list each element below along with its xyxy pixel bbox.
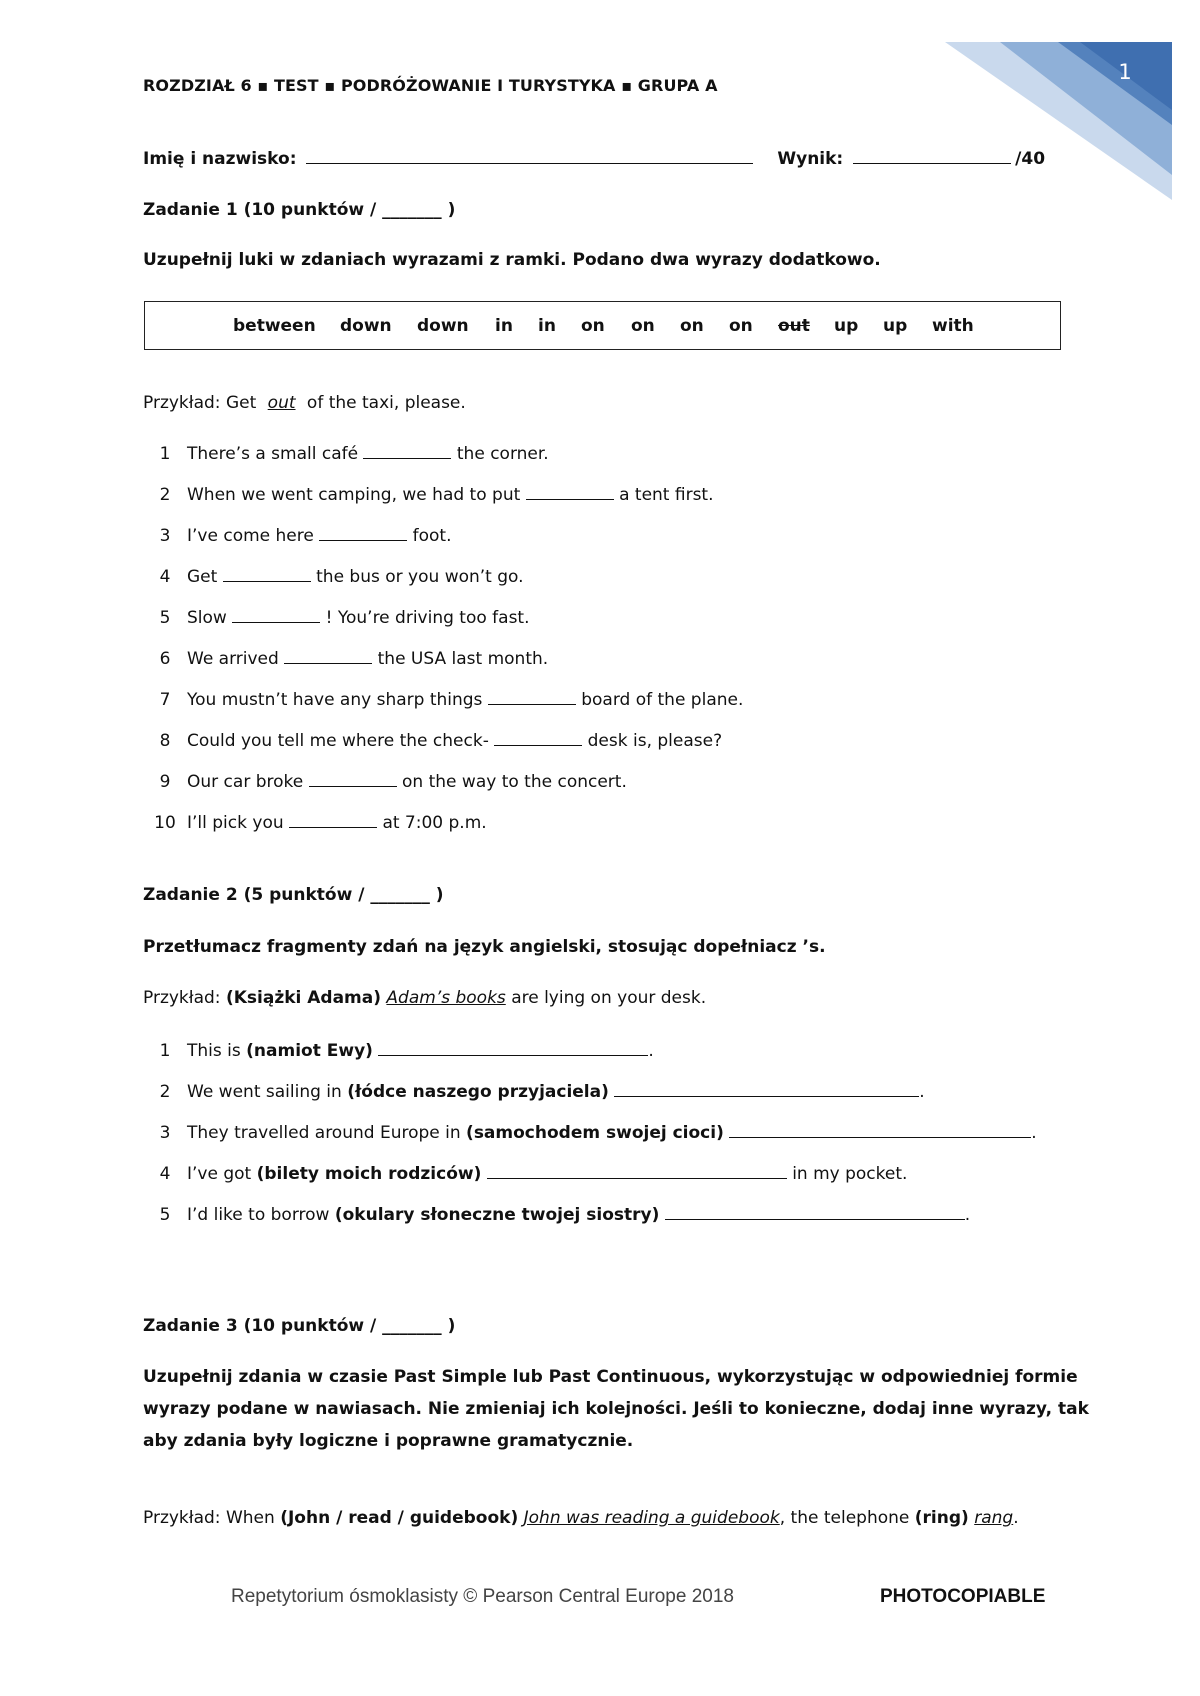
example-label: Przykład: xyxy=(143,1508,221,1528)
score-max: /40 xyxy=(1015,149,1046,169)
item-text: Our car broke xyxy=(187,772,304,792)
example-answer: out xyxy=(267,393,296,413)
page-number: 1 xyxy=(1118,60,1132,84)
task2-item xyxy=(143,1122,1037,1143)
example-text: . xyxy=(1013,1508,1019,1528)
word-box-item: on xyxy=(680,316,704,336)
item-prompt: (okulary słoneczne twojej siostry) xyxy=(334,1205,660,1225)
item-text: There’s a small café xyxy=(187,444,359,464)
answer-blank[interactable] xyxy=(232,607,320,623)
item-text: We went sailing in xyxy=(187,1082,342,1102)
task1-item xyxy=(143,525,452,546)
score-blank[interactable] xyxy=(853,148,1011,164)
footer-copyright: Repetytorium ósmoklasisty © Pearson Central Europe 2018 xyxy=(231,1586,734,1607)
answer-blank[interactable] xyxy=(319,525,407,541)
answer-blank[interactable] xyxy=(223,566,311,582)
footer-photocopiable: PHOTOCOPIABLE xyxy=(880,1586,1046,1607)
item-text: the USA last month. xyxy=(377,649,549,669)
task1-example xyxy=(143,393,466,413)
task2-instruction: Przetłumacz fragmenty zdań na język angielski, stosując dopełniacz ’s. xyxy=(143,937,826,957)
word-box-item: down xyxy=(417,316,469,336)
item-text: I’d like to borrow xyxy=(187,1205,330,1225)
word-box-item: in xyxy=(538,316,556,336)
answer-blank[interactable] xyxy=(526,484,614,500)
item-prompt: (bilety moich rodziców) xyxy=(256,1164,482,1184)
task3-example xyxy=(143,1508,1019,1528)
item-text: They travelled around Europe in xyxy=(187,1123,461,1143)
item-text: Slow xyxy=(187,608,227,628)
example-prompt: (ring) xyxy=(914,1508,969,1528)
task3-instruction-line: aby zdania były logiczne i poprawne gramatycznie. xyxy=(143,1431,634,1451)
task1-item xyxy=(143,730,722,751)
score-label: Wynik: xyxy=(777,149,844,169)
task1-item xyxy=(143,648,548,669)
item-text: board of the plane. xyxy=(581,690,744,710)
item-number: 8 xyxy=(159,731,171,751)
item-text: . xyxy=(1031,1123,1037,1143)
answer-blank[interactable] xyxy=(378,1040,648,1056)
item-number: 4 xyxy=(159,567,171,587)
example-text: of the taxi, please. xyxy=(306,393,466,413)
task2-item xyxy=(143,1204,970,1225)
item-prompt: (łódce naszego przyjaciela) xyxy=(347,1082,609,1102)
item-number: 2 xyxy=(159,1082,171,1102)
task2-item xyxy=(143,1081,925,1102)
item-number: 1 xyxy=(159,444,171,464)
item-text: When we went camping, we had to put xyxy=(187,485,521,505)
answer-blank[interactable] xyxy=(289,812,377,828)
item-text: Could you tell me where the check- xyxy=(187,731,489,751)
word-box-item: on xyxy=(631,316,655,336)
item-prompt: (namiot Ewy) xyxy=(246,1041,373,1061)
word-box-item: in xyxy=(495,316,513,336)
item-number: 2 xyxy=(159,485,171,505)
item-text: on the way to the concert. xyxy=(402,772,627,792)
item-prompt: (samochodem swojej cioci) xyxy=(466,1123,724,1143)
name-label: Imię i nazwisko: xyxy=(143,149,297,169)
item-text: I’ll pick you xyxy=(187,813,284,833)
example-prompt: (John / read / guidebook) xyxy=(280,1508,519,1528)
answer-blank[interactable] xyxy=(309,771,397,787)
example-text: Get xyxy=(225,393,257,413)
answer-blank[interactable] xyxy=(665,1204,965,1220)
word-box-item: with xyxy=(932,316,974,336)
task2-item xyxy=(143,1040,654,1061)
example-label: Przykład: xyxy=(143,393,221,413)
word-box xyxy=(144,301,1061,350)
task1-item xyxy=(143,771,627,792)
task2-title: Zadanie 2 (5 punktów / _______ ) xyxy=(143,885,444,905)
answer-blank[interactable] xyxy=(494,730,582,746)
item-text: ! You’re driving too fast. xyxy=(325,608,530,628)
item-text: We arrived xyxy=(187,649,279,669)
answer-blank[interactable] xyxy=(487,1163,787,1179)
answer-blank[interactable] xyxy=(729,1122,1031,1138)
example-label: Przykład: xyxy=(143,988,221,1008)
task3-title: Zadanie 3 (10 punktów / _______ ) xyxy=(143,1316,456,1336)
word-box-item-example: out xyxy=(778,316,810,336)
item-number: 5 xyxy=(159,608,171,628)
item-number: 6 xyxy=(159,649,171,669)
item-text: desk is, please? xyxy=(587,731,723,751)
item-text: . xyxy=(648,1041,654,1061)
word-box-item: on xyxy=(729,316,753,336)
item-text: the corner. xyxy=(456,444,549,464)
example-text: , the telephone xyxy=(779,1508,910,1528)
task1-item xyxy=(143,689,743,710)
item-text: . xyxy=(964,1205,971,1225)
item-number: 7 xyxy=(159,690,171,710)
item-text: This is xyxy=(187,1041,241,1061)
answer-blank[interactable] xyxy=(614,1081,919,1097)
task1-item xyxy=(143,566,524,587)
word-box-item: down xyxy=(340,316,392,336)
name-blank[interactable] xyxy=(306,148,753,164)
item-number: 1 xyxy=(159,1041,171,1061)
item-number: 4 xyxy=(159,1164,171,1184)
word-box-item: between xyxy=(233,316,316,336)
item-text: Get xyxy=(187,567,218,587)
item-text: . xyxy=(919,1082,925,1102)
example-answer: rang xyxy=(974,1508,1014,1528)
task2-item xyxy=(143,1163,907,1184)
page-header: ROZDZIAŁ 6 ▪ TEST ▪ PODRÓŻOWANIE I TURYSTYKA ▪ GRUPA A xyxy=(143,76,718,95)
word-box-item: up xyxy=(883,316,908,336)
item-text: at 7:00 p.m. xyxy=(382,813,487,833)
name-score-row xyxy=(143,148,1045,169)
task1-title: Zadanie 1 (10 punktów / _______ ) xyxy=(143,200,456,220)
item-number: 5 xyxy=(159,1205,171,1225)
task1-instruction: Uzupełnij luki w zdaniach wyrazami z ramki. Podano dwa wyrazy dodatkowo. xyxy=(143,250,881,270)
item-number: 3 xyxy=(159,1123,171,1143)
task1-item xyxy=(143,812,487,833)
item-text: a tent first. xyxy=(619,485,714,505)
task1-item xyxy=(143,443,549,464)
item-number: 10 xyxy=(154,813,176,833)
item-text: I’ve got xyxy=(187,1164,252,1184)
item-number: 9 xyxy=(159,772,171,792)
answer-blank[interactable] xyxy=(488,689,576,705)
word-box-item: on xyxy=(581,316,605,336)
item-number: 3 xyxy=(159,526,171,546)
example-text: When xyxy=(225,1508,275,1528)
example-answer: John was reading a guidebook xyxy=(523,1508,780,1528)
item-text: I’ve come here xyxy=(187,526,314,546)
task3-instruction-line: wyrazy podane w nawiasach. Nie zmieniaj ich kolejności. Jeśli to konieczne, dodaj inne wyrazy, tak xyxy=(143,1399,1089,1419)
task2-example xyxy=(143,988,706,1008)
task1-item xyxy=(143,607,530,628)
corner-decoration xyxy=(0,0,1200,220)
task3-instruction-line: Uzupełnij zdania w czasie Past Simple lub Past Continuous, wykorzystując w odpowiedniej formie xyxy=(143,1367,1078,1387)
word-box-item: up xyxy=(834,316,859,336)
example-answer: Adam’s books xyxy=(386,988,506,1008)
example-prompt: (Książki Adama) xyxy=(225,988,382,1008)
answer-blank[interactable] xyxy=(363,443,451,459)
item-text: foot. xyxy=(412,526,452,546)
item-text: the bus or you won’t go. xyxy=(316,567,524,587)
task1-item xyxy=(143,484,714,505)
answer-blank[interactable] xyxy=(284,648,372,664)
item-text: You mustn’t have any sharp things xyxy=(187,690,483,710)
item-text: in my pocket. xyxy=(792,1164,908,1184)
example-text: are lying on your desk. xyxy=(511,988,707,1008)
